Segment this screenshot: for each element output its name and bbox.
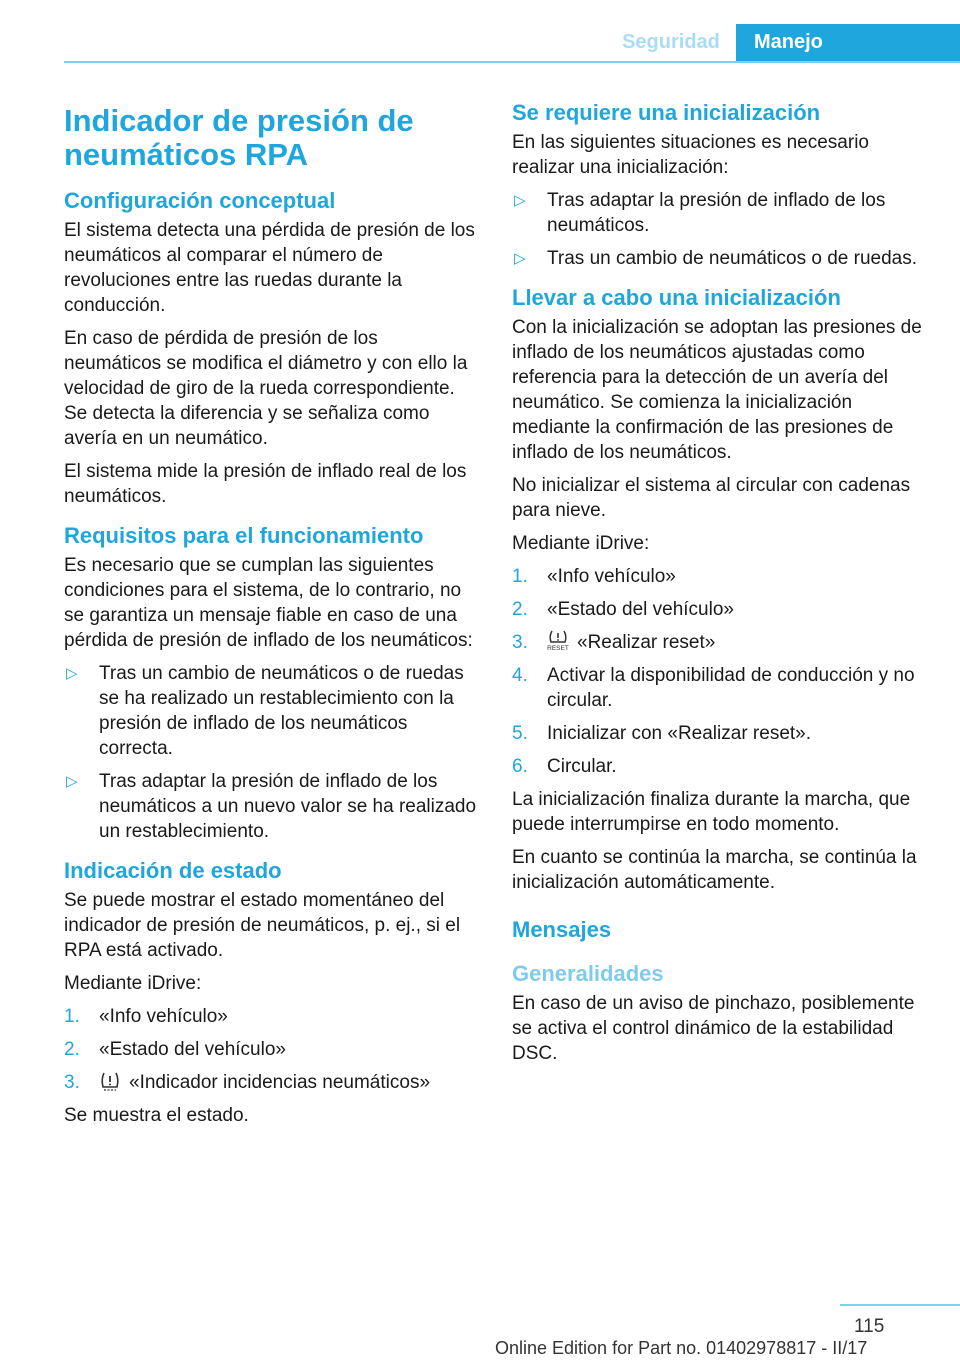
left-column	[64, 100, 479, 1136]
list-item	[64, 769, 479, 844]
step-number: 5.	[512, 723, 528, 744]
requirements-paragraph: Es necesario que se cumplan las siguientes condiciones para el sistema, de lo contrario, no se garantiza un mensaje fiable en caso de una pérdida de presión de inflado de los neumáticos:	[64, 555, 473, 651]
tab-seguridad[interactable]: Seguridad	[622, 31, 720, 53]
do-init-paragraph-2: No inicializar el sistema al circular con cadenas para nieve.	[512, 475, 911, 521]
status-idrive-label: Mediante iDrive:	[64, 973, 202, 994]
list-item	[512, 754, 927, 779]
step-number: 6.	[512, 756, 528, 777]
do-init-paragraph-1: Con la inicialización se adoptan las presiones de inflado de los neumáticos ajustadas como referencia para la detección de un avería del neumático. Se comienza la inicialización mediante la confirmación de las presiones de inflado de los neumáticos.	[512, 317, 922, 463]
concept-paragraph-2: En caso de pérdida de presión de los neumáticos se modifica el diámetro y con ello la velocidad de giro de la rueda correspondiente. Se detecta la diferencia y se señaliza como avería en un neumático.	[64, 328, 468, 449]
step-text: «Estado del vehículo»	[99, 1039, 286, 1060]
triangle-bullet-icon: ▷	[514, 192, 526, 209]
step-text: «Indicador incidencias neumáticos»	[129, 1072, 431, 1093]
init-required-heading: Se requiere una inicialización	[512, 100, 821, 125]
footer-divider	[840, 1304, 960, 1306]
list-item-text: Tras adaptar la presión de inflado de los neumáticos.	[547, 190, 886, 236]
messages-heading: Mensajes	[512, 917, 612, 942]
tyre-reset-icon	[547, 630, 569, 652]
do-init-paragraph-5: En cuanto se continúa la marcha, se continúa la inicialización automáticamente.	[512, 847, 917, 893]
general-heading: Generalidades	[512, 961, 664, 986]
list-item	[512, 564, 927, 589]
step-text: «Info vehículo»	[547, 566, 676, 587]
step-text: Inicializar con «Realizar reset».	[547, 723, 812, 744]
list-item	[512, 597, 927, 622]
status-steps	[64, 1004, 479, 1095]
concept-paragraph-3: El sistema mide la presión de inflado real de los neumáticos.	[64, 461, 467, 507]
do-init-idrive-label: Mediante iDrive:	[512, 533, 650, 554]
do-init-steps	[512, 564, 927, 779]
step-text: Activar la disponibilidad de conducción y no circular.	[547, 665, 915, 711]
status-heading: Indicación de estado	[64, 858, 282, 883]
list-item-text: Tras un cambio de neumáticos o de ruedas.	[547, 248, 917, 269]
init-required-paragraph: En las siguientes situaciones es necesario realizar una inicialización:	[512, 132, 869, 178]
right-column	[512, 100, 927, 1074]
requirements-heading: Requisitos para el funcionamiento	[64, 523, 424, 548]
list-item	[512, 188, 927, 238]
page-number: 115	[854, 1316, 885, 1337]
list-item	[512, 663, 927, 713]
step-number: 3.	[512, 632, 528, 653]
page-title: Indicador de presión de neumáticos RPA	[64, 103, 414, 172]
step-number: 4.	[512, 665, 528, 686]
list-item	[512, 630, 927, 655]
step-number: 2.	[64, 1039, 80, 1060]
status-paragraph: Se puede mostrar el estado momentáneo del indicador de presión de neumáticos, p. ej., si el RPA está activado.	[64, 890, 461, 961]
list-item-text: Tras adaptar la presión de inflado de los neumáticos a un nuevo valor se ha realizado un restablecimiento.	[99, 771, 477, 842]
tab-manejo[interactable]: Manejo	[736, 24, 960, 61]
list-item	[512, 246, 927, 271]
list-item	[64, 661, 479, 761]
step-number: 1.	[512, 566, 528, 587]
list-item	[64, 1004, 479, 1029]
step-text: «Realizar reset»	[577, 632, 716, 653]
list-item	[512, 721, 927, 746]
triangle-bullet-icon: ▷	[66, 665, 78, 682]
init-required-list	[512, 188, 927, 271]
step-number: 1.	[64, 1006, 80, 1027]
do-init-paragraph-4: La inicialización finaliza durante la marcha, que puede interrumpirse en todo momento.	[512, 789, 911, 835]
step-number: 3.	[64, 1072, 80, 1093]
status-result: Se muestra el estado.	[64, 1105, 249, 1126]
do-init-heading: Llevar a cabo una inicialización	[512, 285, 841, 310]
step-text: «Info vehículo»	[99, 1006, 228, 1027]
list-item	[64, 1070, 479, 1095]
general-paragraph: En caso de un aviso de pinchazo, posiblemente se activa el control dinámico de la estabilidad DSC.	[512, 993, 915, 1064]
tyre-pressure-icon	[99, 1070, 121, 1092]
step-number: 2.	[512, 599, 528, 620]
list-item-text: Tras un cambio de neumáticos o de ruedas se ha realizado un restablecimiento con la presión de inflado de los neumáticos correcta.	[99, 663, 464, 759]
step-text: «Estado del vehículo»	[547, 599, 734, 620]
triangle-bullet-icon: ▷	[514, 250, 526, 267]
requirements-list	[64, 661, 479, 844]
edition-note: Online Edition for Part no. 01402978817 - II/17	[495, 1338, 868, 1358]
list-item	[64, 1037, 479, 1062]
reset-icon-label: RESET	[547, 645, 569, 652]
header-divider	[64, 61, 960, 63]
concept-paragraph-1: El sistema detecta una pérdida de presión de los neumáticos al comparar el número de revoluciones entre las ruedas durante la conducción.	[64, 220, 475, 316]
concept-heading: Configuración conceptual	[64, 188, 336, 213]
triangle-bullet-icon: ▷	[66, 773, 78, 790]
step-text: Circular.	[547, 756, 617, 777]
